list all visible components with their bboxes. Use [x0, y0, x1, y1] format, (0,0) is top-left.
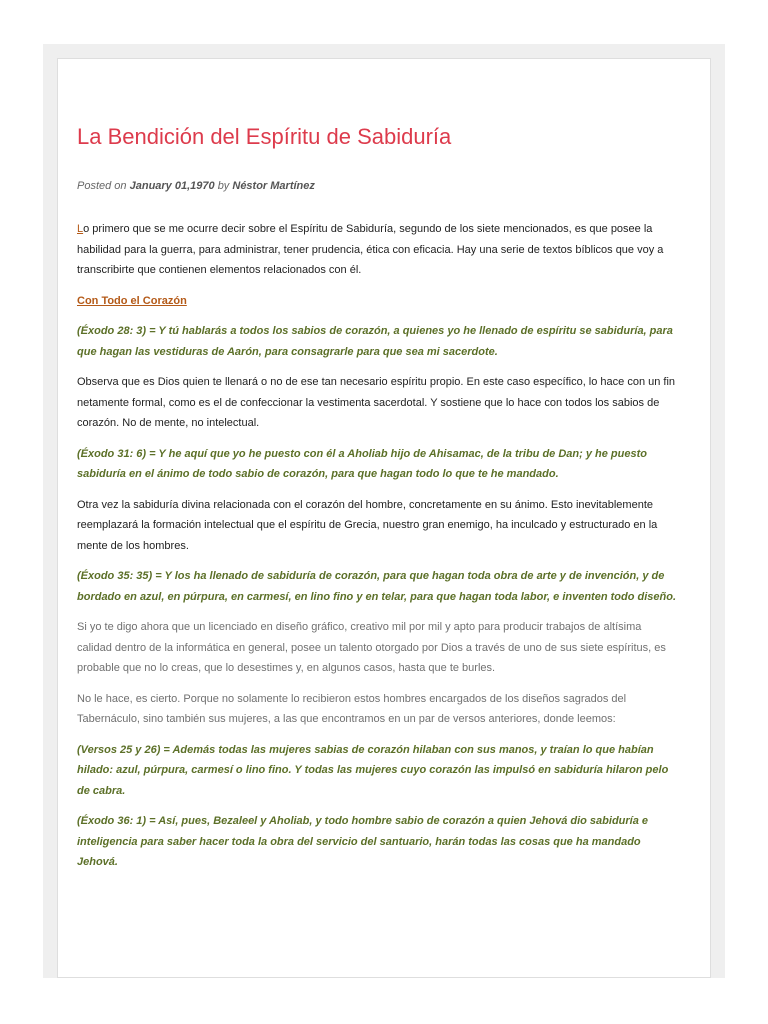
verse-quote: (Éxodo 36: 1) = Así, pues, Bezaleel y Aholiab, y todo hombre sabio de corazón a quien Jehová dio sabiduría e inteligencia para saber hacer toda la obra del servicio del santuario, harán todas las cosas que ha mandado Jehová. — [77, 815, 649, 868]
dropcap-letter: L — [77, 223, 84, 235]
verse-quote: (Éxodo 35: 35) = Y los ha llenado de sabiduría de corazón, para que hagan toda obra de arte y de invención, y de bordado en azul, en púrpura, en carmesí, en lino fino y en telar, para que hagan toda labor, e inventen todo diseño. — [77, 570, 676, 603]
intro-text: o primero que se me ocurre decir sobre el Espíritu de Sabiduría, segundo de los siete mencionados, es que posee la habilidad para la guerra, para administrar, tener prudencia, ética con eficacia. Hay una serie de textos bíblicos que voy a transcribirte que contienen elementos relacionados con él. — [77, 223, 664, 276]
body-paragraph: Observa que es Dios quien te llenará o no de ese tan necesario espíritu propio. En este caso específico, lo hace con un fin netamente formal, como es el de confeccionar la vestimenta sacerdotal. Y sostiene que lo hace con todos los sabios de corazón. No de mente, no intelectual. — [77, 376, 676, 429]
author-name[interactable]: Néstor Martínez — [232, 180, 315, 192]
byline — [77, 179, 677, 193]
verse-quote: (Versos 25 y 26) = Además todas las mujeres sabias de corazón hilaban con sus manos, y traían lo que habían hilado: azul, púrpura, carmesí o lino fino. Y todas las mujeres cuyo corazón las impulsó en sabiduría hilaron pelo de cabra. — [77, 743, 669, 797]
post-date: January 01,1970 — [129, 180, 215, 192]
section-heading[interactable]: Con Todo el Corazón — [77, 294, 187, 307]
body-paragraph: Otra vez la sabiduría divina relacionada con el corazón del hombre, concretamente en su ánimo. Esto inevitablemente reemplazará la formación intelectual que el espíritu de Grecia, nuestro gran enemigo, ha inculcado y estructurado en la mente de los hombres. — [77, 498, 658, 552]
body-paragraph: No le hace, es cierto. Porque no solamente lo recibieron estos hombres encargados de los diseños sagrados del Tabernáculo, sino también sus mujeres, a las que encontramos en un par de versos anteriores, donde leemos: — [77, 692, 627, 725]
body-paragraph: Si yo te digo ahora que un licenciado en diseño gráfico, creativo mil por mil y apto para producir trabajos de altísima calidad dentro de la informática en general, posee un talento otorgado por Dios a través de uno de sus siete espíritus, es probable que no lo creas, que lo desestimes y, en algunos casos, hasta que te burles. — [77, 621, 666, 674]
article-title: La Bendición del Espíritu de Sabiduría — [77, 124, 452, 149]
intro-paragraph — [77, 219, 677, 281]
byline-by: by — [217, 180, 230, 192]
verse-quote: (Éxodo 28: 3) = Y tú hablarás a todos los sabios de corazón, a quienes yo he llenado de espíritu se sabiduría, para que hagan las vestiduras de Aarón, para consagrarle para que sea mi sacerdote. — [77, 325, 673, 358]
section-heading-row — [77, 291, 677, 312]
byline-prefix: Posted on — [77, 180, 127, 192]
article-body — [77, 219, 677, 883]
verse-quote: (Éxodo 31: 6) = Y he aquí que yo he puesto con él a Aholiab hijo de Ahisamac, de la tribu de Dan; y he puesto sabiduría en el ánimo de todo sabio de corazón, para que hagan todo lo que te he mandado. — [77, 447, 647, 480]
article-card — [57, 58, 711, 978]
